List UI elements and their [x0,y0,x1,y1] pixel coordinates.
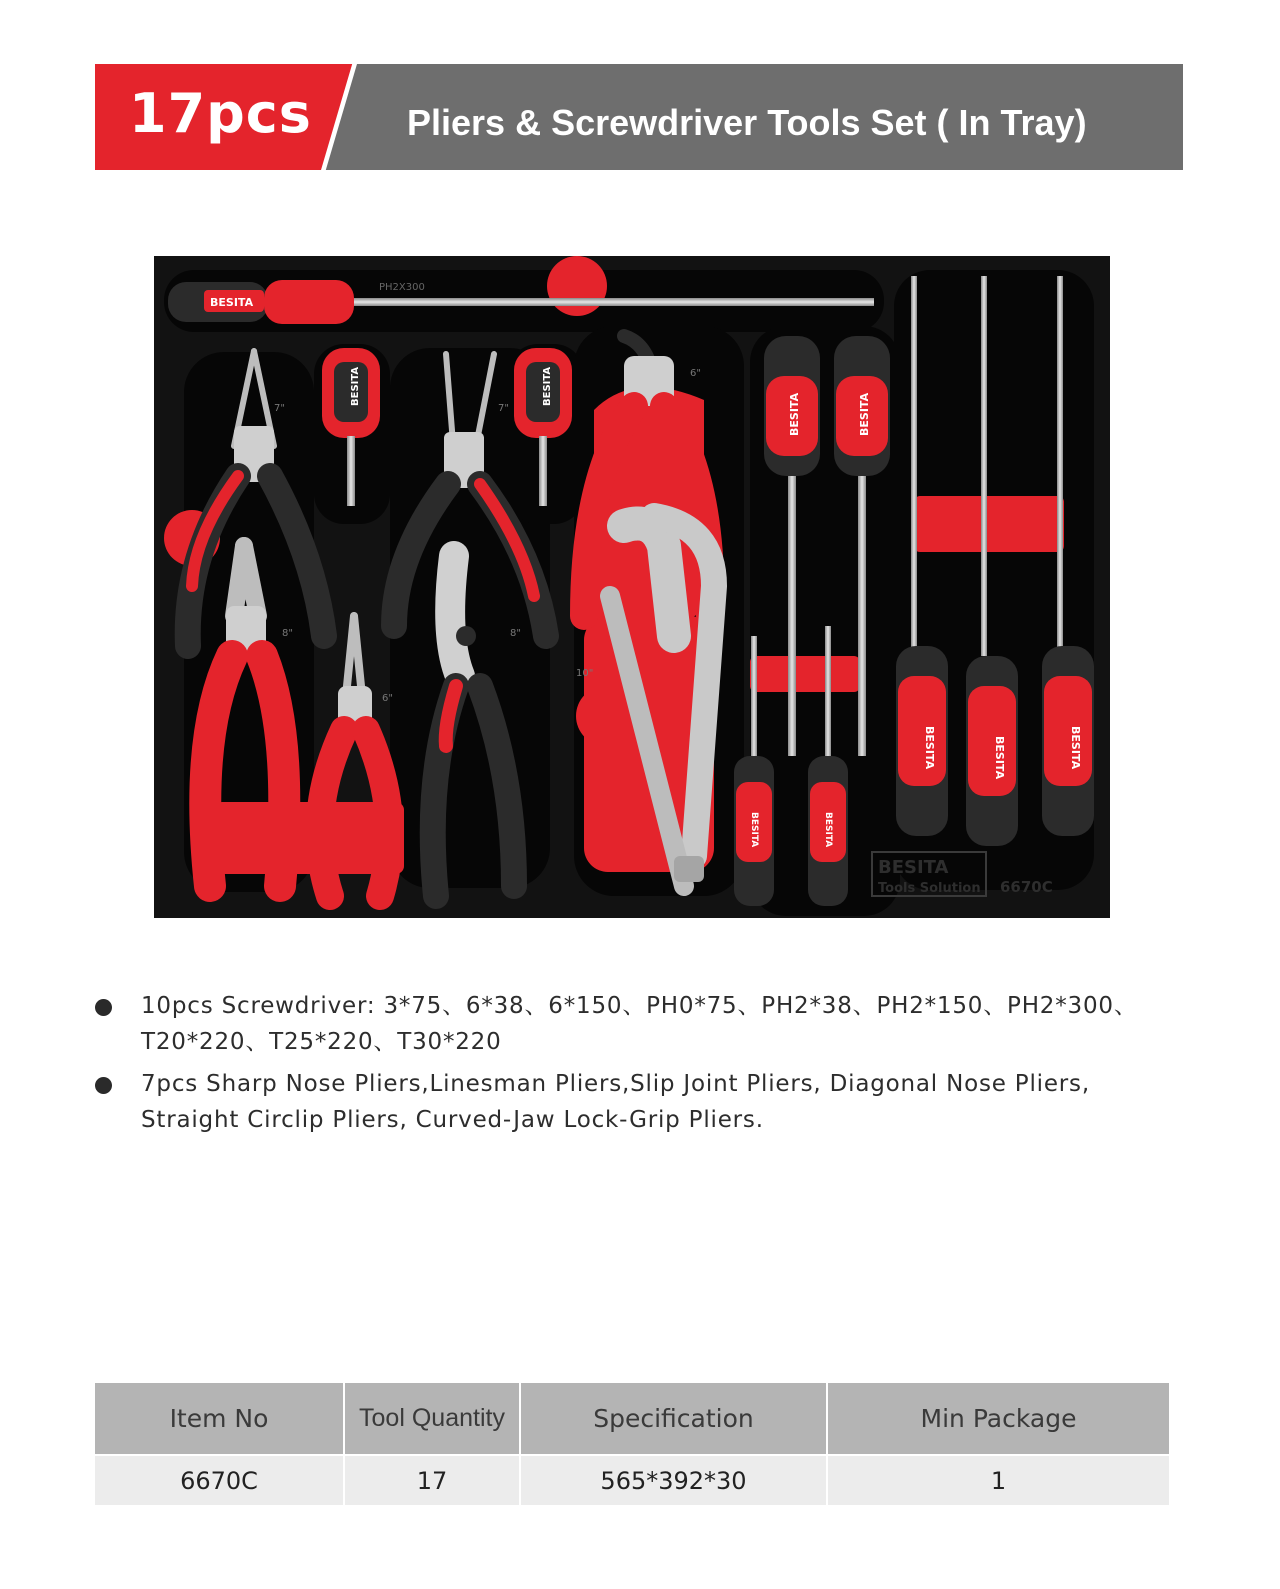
svg-text:6": 6" [382,693,393,704]
svg-text:8": 8" [510,628,521,639]
svg-text:10": 10" [576,668,594,679]
piece-count: 17pcs [129,82,312,145]
cell-item-no: 6670C [95,1455,344,1505]
tray-brand-sub: Tools Solution [878,881,981,896]
contents-list [93,988,1193,1144]
svg-text:BESITA: BESITA [749,812,759,848]
table-header-row [95,1383,1169,1455]
svg-text:BESITA: BESITA [788,392,801,436]
cell-min-package: 1 [827,1455,1169,1505]
cell-specification: 565*392*30 [520,1455,827,1505]
svg-text:PH2X300: PH2X300 [379,282,425,293]
cell-tool-quantity: 17 [344,1455,520,1505]
svg-text:BESITA: BESITA [1069,726,1082,770]
spec-table [95,1383,1169,1505]
pliers-contents: 7pcs Sharp Nose Pliers,Linesman Pliers,Slip Joint Pliers, Diagonal Nose Pliers, Straight Circlip Pliers, Curved-Jaw Lock-Grip Pliers. [141,1071,1090,1133]
svg-text:7": 7" [498,403,509,414]
list-item [93,1066,1193,1138]
header-specification: Specification [520,1383,827,1455]
svg-text:BESITA: BESITA [823,812,833,848]
tray-brand: BESITA [878,857,949,878]
svg-text:BESITA: BESITA [993,736,1006,780]
svg-text:8": 8" [282,628,293,639]
tool-tray-photo [154,256,1110,918]
tray-model: 6670C [1000,878,1053,896]
svg-text:BESITA: BESITA [210,296,254,309]
svg-text:7": 7" [274,403,285,414]
header-tool-quantity: Tool Quantity [344,1383,520,1455]
svg-text:BESITA: BESITA [350,366,361,406]
screwdriver-contents: 10pcs Screwdriver: 3*75、6*38、6*150、PH0*75、PH2*38、PH2*150、PH2*300、T20*220、T25*220、T30*220 [141,993,1138,1055]
bullet-icon [95,1077,112,1094]
svg-text:6": 6" [690,368,701,379]
svg-text:BESITA: BESITA [858,392,871,436]
product-title: Pliers & Screwdriver Tools Set ( In Tray) [407,102,1087,143]
table-row [95,1455,1169,1505]
bullet-icon [95,999,112,1016]
header-item-no: Item No [95,1383,344,1455]
header-min-package: Min Package [827,1383,1169,1455]
svg-text:BESITA: BESITA [542,366,553,406]
svg-text:BESITA: BESITA [923,726,936,770]
header-banner [95,64,1183,170]
list-item [93,988,1193,1060]
